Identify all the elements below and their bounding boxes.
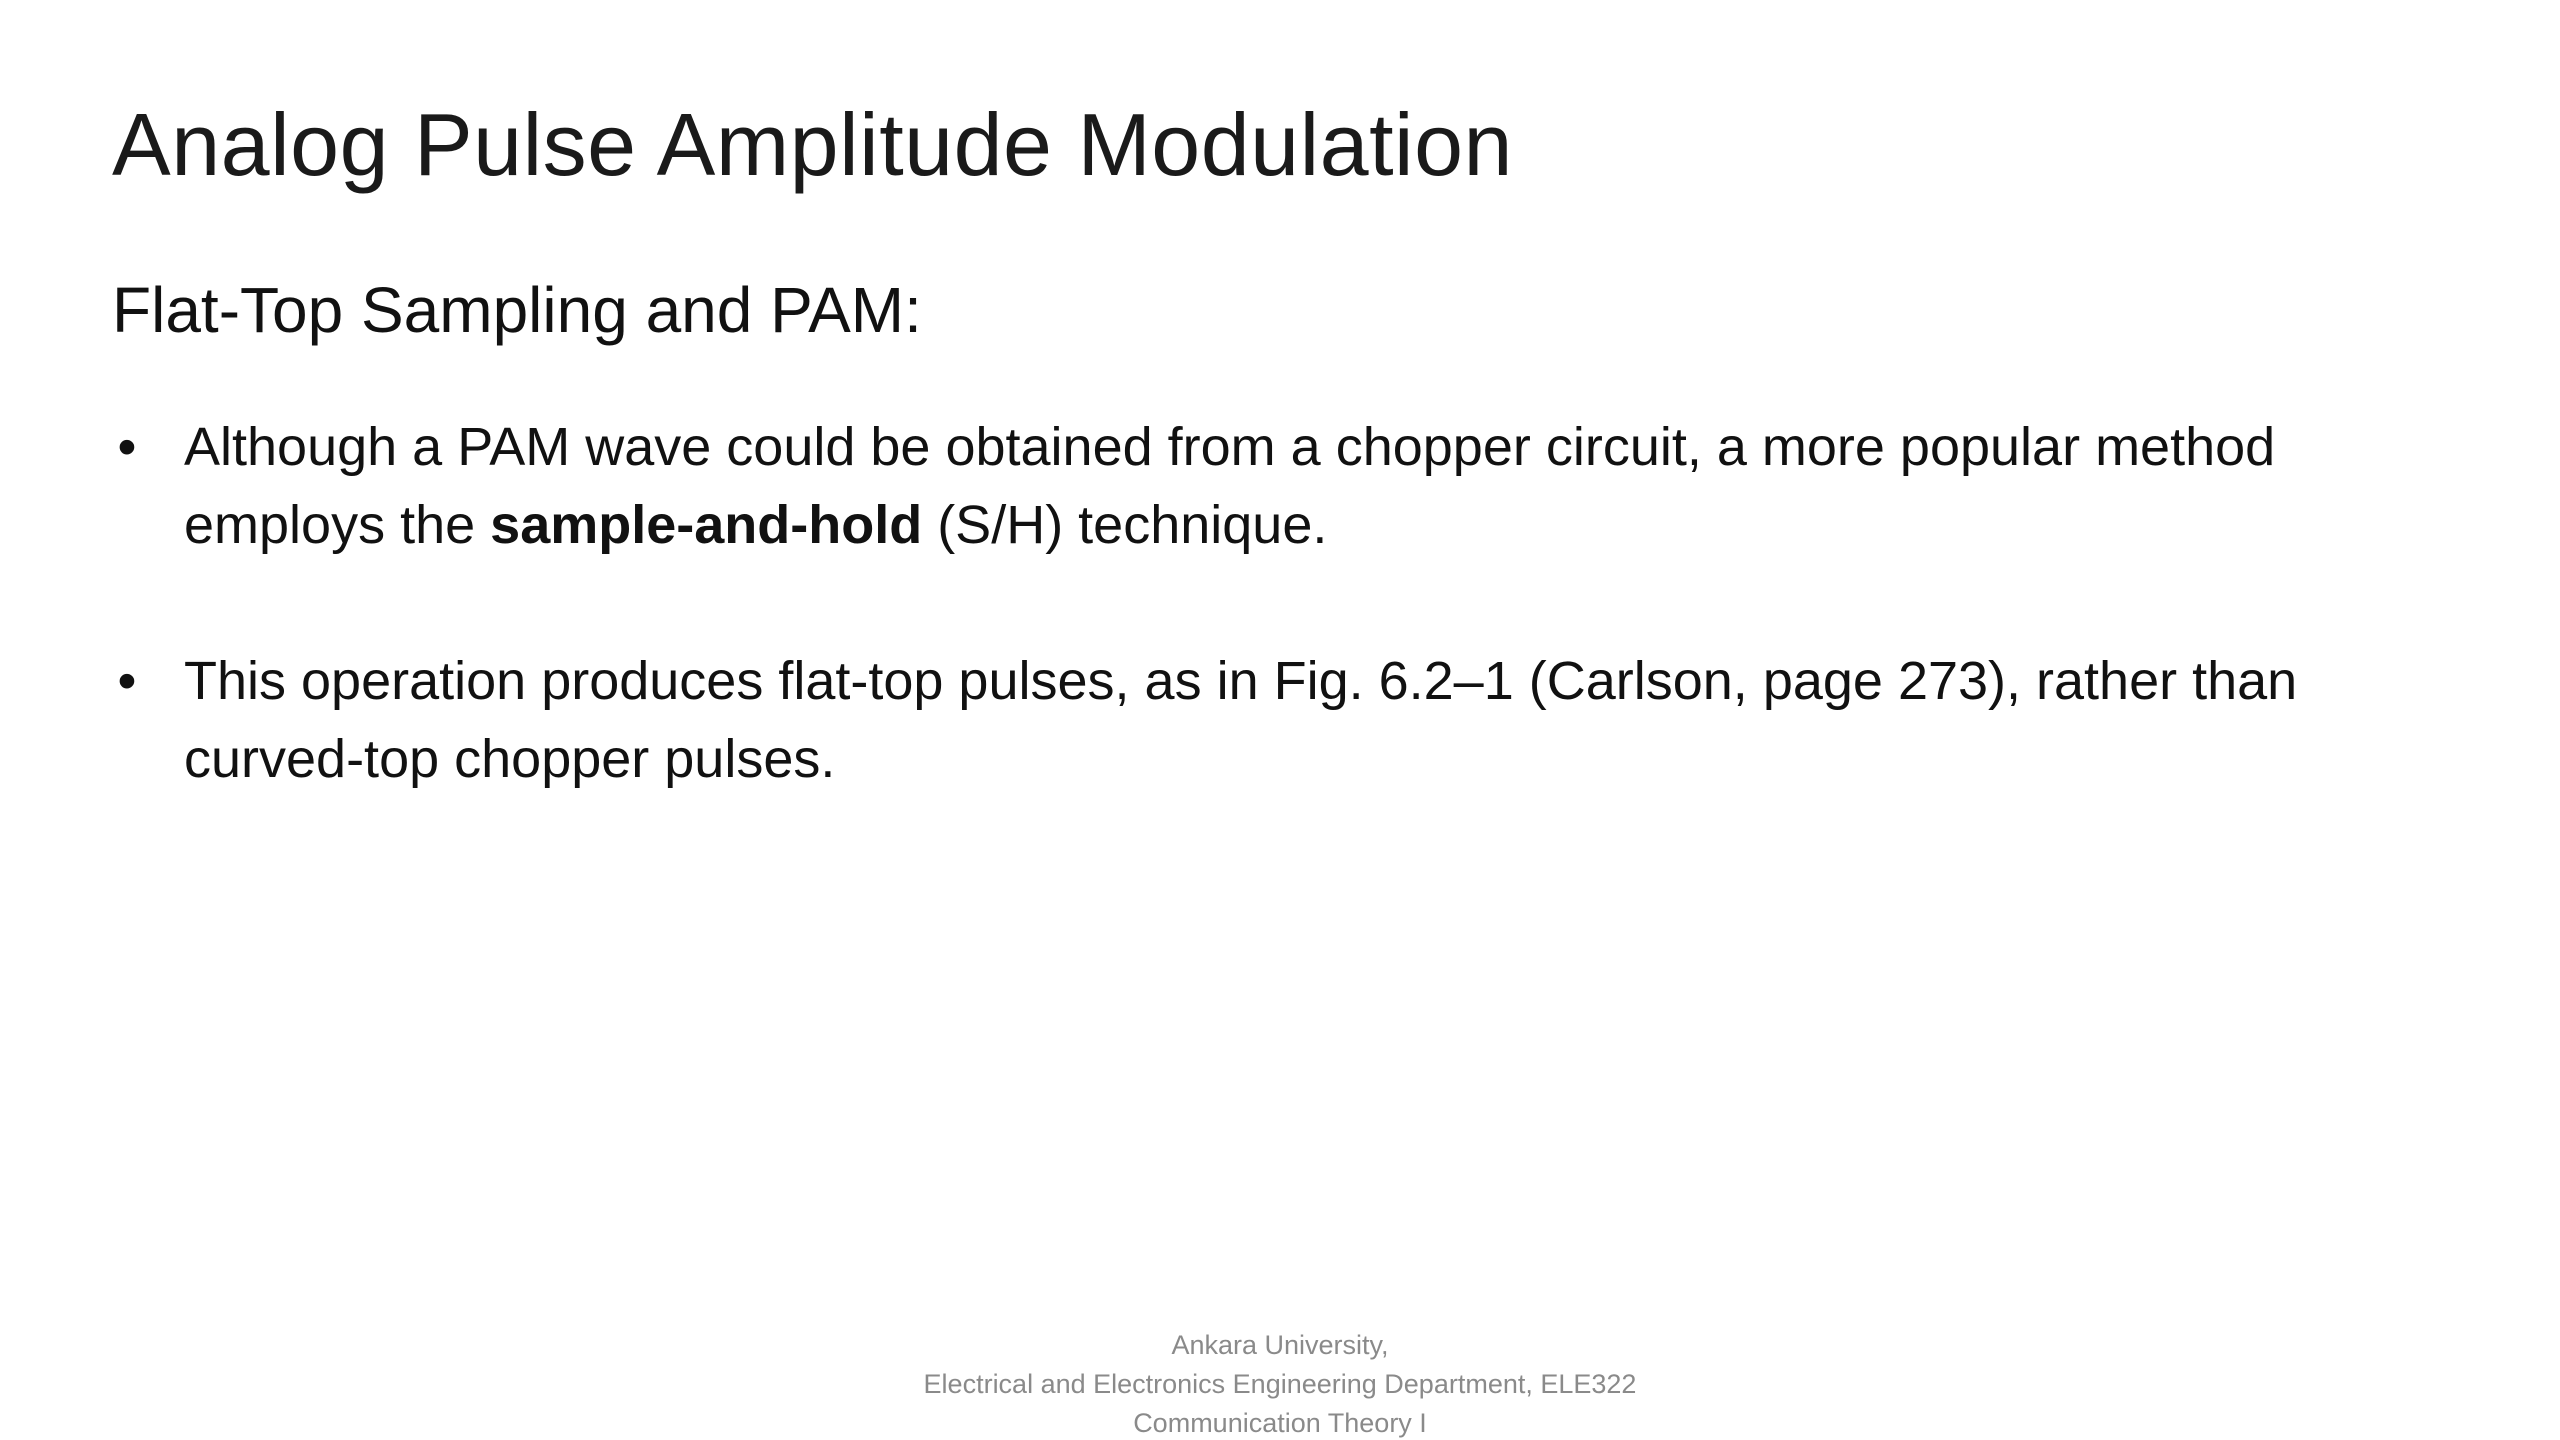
bullet-item: [112, 642, 2392, 798]
bullet-icon: •: [117, 651, 137, 711]
bullet-icon: •: [117, 417, 137, 477]
bullet-text: This operation produces flat-top pulses, as in Fig. 6.2–1 (Carlson, page 273), rather than curved-top chopper pulses.: [184, 651, 2298, 789]
bullet-text-start: Although a PAM wave could be obtained from a chopper circuit, a more popular method employs the: [184, 417, 2276, 555]
bullet-bold-term: sample-and-hold: [490, 495, 923, 555]
slide-title: Analog Pulse Amplitude Modulation: [112, 95, 1513, 194]
bullet-text-end: (S/H) technique.: [922, 495, 1328, 555]
footer-institution: Ankara University,: [1171, 1330, 1389, 1360]
bullet-list: [112, 408, 2392, 798]
slide-footer: [0, 1326, 2560, 1440]
bullet-item: [112, 408, 2392, 564]
footer-course: Communication Theory I: [1133, 1408, 1427, 1438]
footer-department: Electrical and Electronics Engineering Department, ELE322: [923, 1369, 1637, 1399]
slide-subtitle: Flat-Top Sampling and PAM:: [112, 274, 922, 346]
